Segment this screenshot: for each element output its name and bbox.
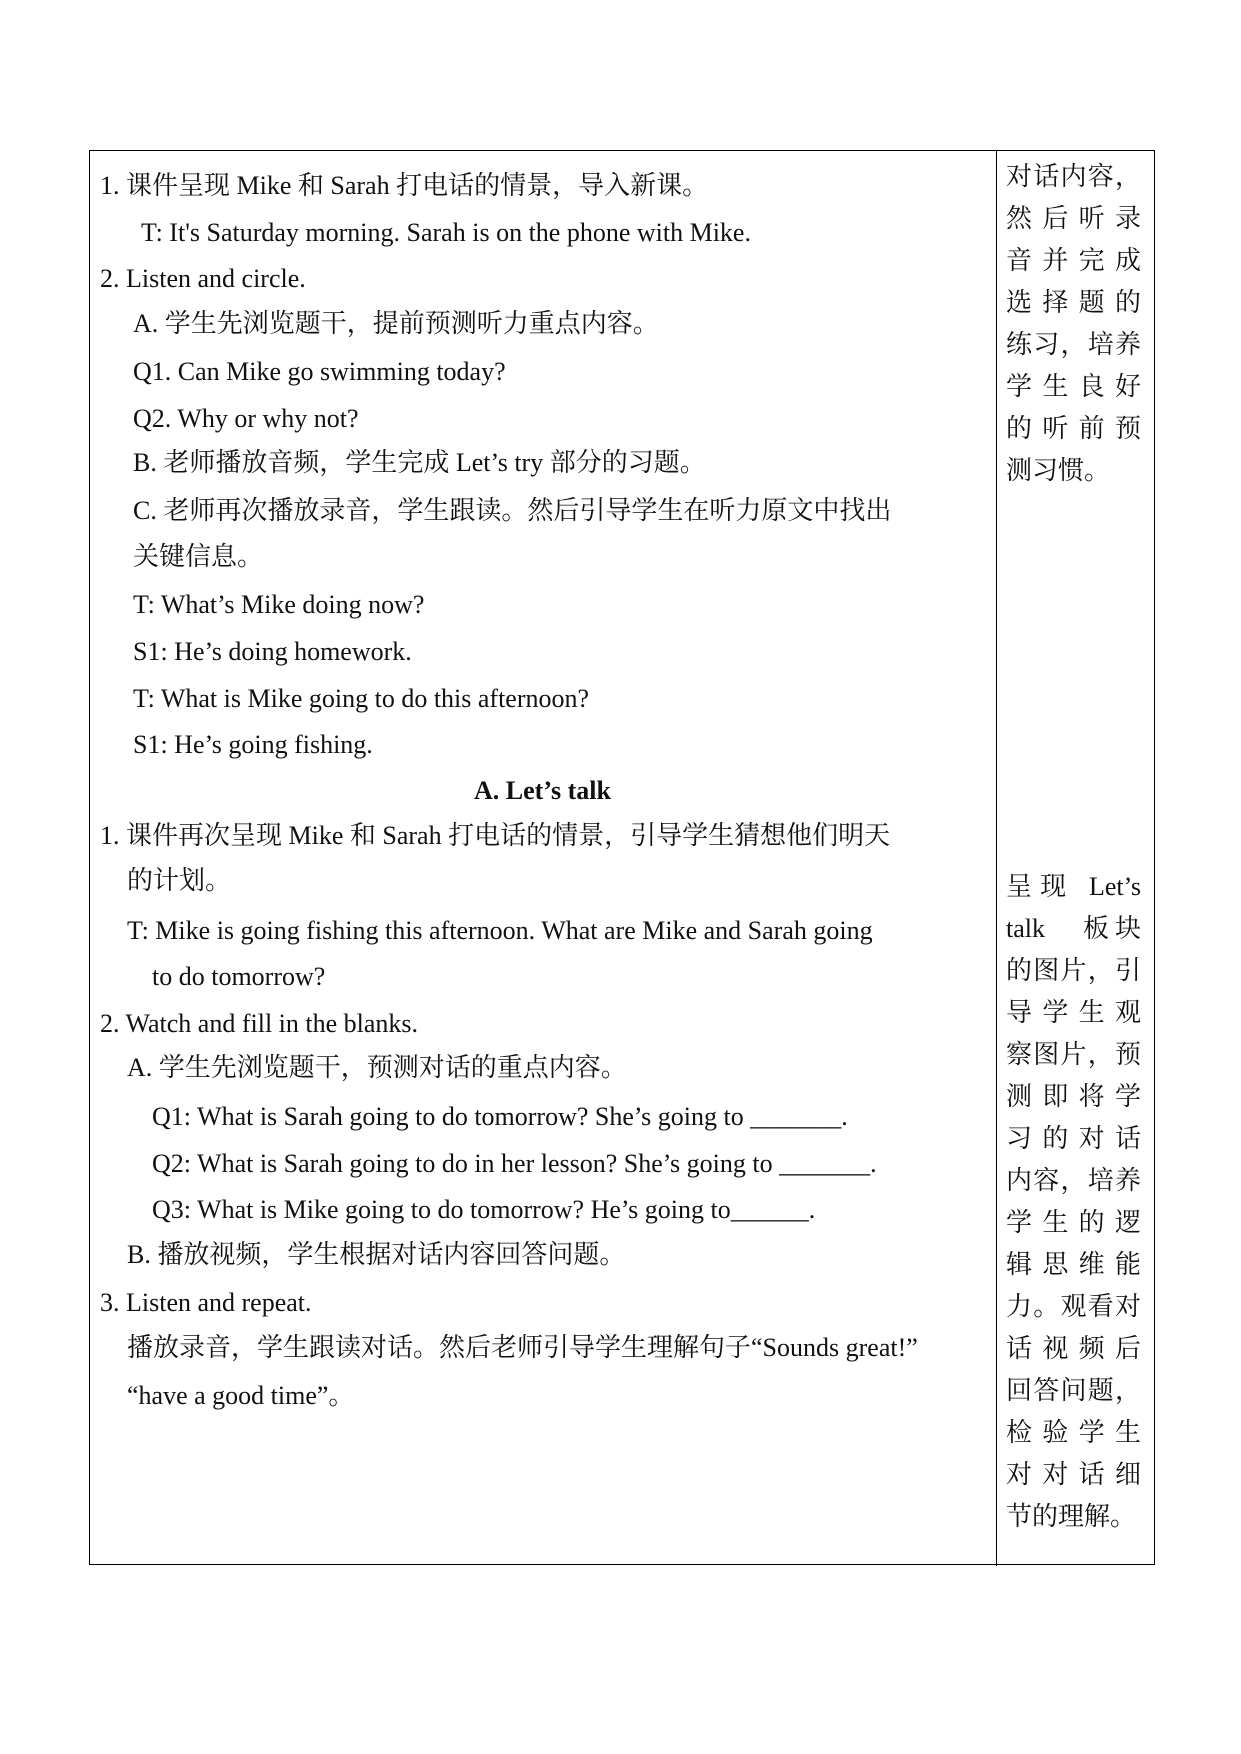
step-2b: B. 老师播放音频，学生完成 Let’s try 部分的习题。 <box>133 448 706 477</box>
side-note-2 <box>1006 866 1141 1538</box>
side-note-line: 音并完成 <box>1006 246 1141 275</box>
dialogue-line: T: Mike is going fishing this afternoon. What are Mike and Sarah going <box>127 916 873 945</box>
talk-step-3: 3. Listen and repeat. <box>100 1288 312 1317</box>
question-q1: Q1. Can Mike go swimming today? <box>133 357 506 386</box>
lesson-table <box>89 150 1156 1567</box>
side-note-line: 测即将学 <box>1006 1082 1141 1111</box>
side-note-line: 练习，培养 <box>1006 330 1141 359</box>
talk-step-3-cont: “have a good time”。 <box>127 1381 355 1410</box>
side-note-line: 学生良好 <box>1006 372 1141 401</box>
side-note-line: 对话内容， <box>1006 162 1141 191</box>
step-2c-cont: 关键信息。 <box>133 542 264 571</box>
dialogue-line: S1: He’s doing homework. <box>133 637 412 666</box>
side-note-1 <box>1006 156 1141 492</box>
dialogue-line: S1: He’s going fishing. <box>133 730 373 759</box>
side-note-line: 学生的逻 <box>1006 1208 1141 1237</box>
side-note-line: 习的对话 <box>1006 1124 1141 1153</box>
question-q1: Q1: What is Sarah going to do tomorrow? She’s going to _______. <box>152 1102 848 1131</box>
talk-step-2b: B. 播放视频，学生根据对话内容回答问题。 <box>127 1240 626 1269</box>
side-note-line: 选择题的 <box>1006 288 1141 317</box>
step-1-intro: 1. 课件呈现 Mike 和 Sarah 打电话的情景，导入新课。 <box>100 171 709 200</box>
question-q2: Q2: What is Sarah going to do in her lesson? She’s going to _______. <box>152 1149 877 1178</box>
talk-step-3-text: 播放录音，学生跟读对话。然后老师引导学生理解句子“Sounds great!” <box>127 1333 918 1362</box>
dialogue-line: T: What is Mike going to do this afternoon? <box>133 684 590 713</box>
side-note-line: talk 板块 <box>1006 914 1141 943</box>
side-note-line: 的图片，引 <box>1006 956 1141 985</box>
talk-step-1-cont: 的计划。 <box>127 866 232 895</box>
talk-step-2: 2. Watch and fill in the blanks. <box>100 1009 419 1038</box>
talk-step-2a: A. 学生先浏览题干，预测对话的重点内容。 <box>127 1053 627 1082</box>
side-note-line: 然后听录 <box>1006 204 1141 233</box>
step-2-heading: 2. Listen and circle. <box>100 264 306 293</box>
question-q2: Q2. Why or why not? <box>133 404 359 433</box>
step-2a: A. 学生先浏览题干，提前预测听力重点内容。 <box>133 309 659 338</box>
side-note-line: 导学生观 <box>1006 998 1141 1027</box>
side-note-line: 回答问题， <box>1006 1376 1141 1405</box>
side-note-line: 呈现 Let’s <box>1006 872 1141 901</box>
question-q3: Q3: What is Mike going to do tomorrow? He’s going to______. <box>152 1195 816 1224</box>
section-heading: A. Let’s talk <box>474 776 611 805</box>
side-note-line: 话视频后 <box>1006 1334 1141 1363</box>
column-divider <box>996 150 997 1566</box>
dialogue-line: to do tomorrow? <box>152 962 326 991</box>
dialogue-line: T: What’s Mike doing now? <box>133 590 425 619</box>
side-note-line: 察图片，预 <box>1006 1040 1141 1069</box>
talk-step-1: 1. 课件再次呈现 Mike 和 Sarah 打电话的情景，引导学生猜想他们明天 <box>100 821 891 850</box>
side-note-line: 对对话细 <box>1006 1460 1141 1489</box>
side-note-line: 测习惯。 <box>1006 456 1111 485</box>
side-note-line: 检验学生 <box>1006 1418 1141 1447</box>
side-note-line: 的听前预 <box>1006 414 1141 443</box>
side-note-line: 辑思维能 <box>1006 1250 1141 1279</box>
side-note-line: 节的理解。 <box>1006 1502 1137 1531</box>
side-note-line: 内容，培养 <box>1006 1166 1141 1195</box>
side-note-line: 力。观看对 <box>1006 1292 1141 1321</box>
step-2c: C. 老师再次播放录音，学生跟读。然后引导学生在听力原文中找出 <box>133 496 892 525</box>
dialogue-line: T: It's Saturday morning. Sarah is on the phone with Mike. <box>141 218 751 247</box>
